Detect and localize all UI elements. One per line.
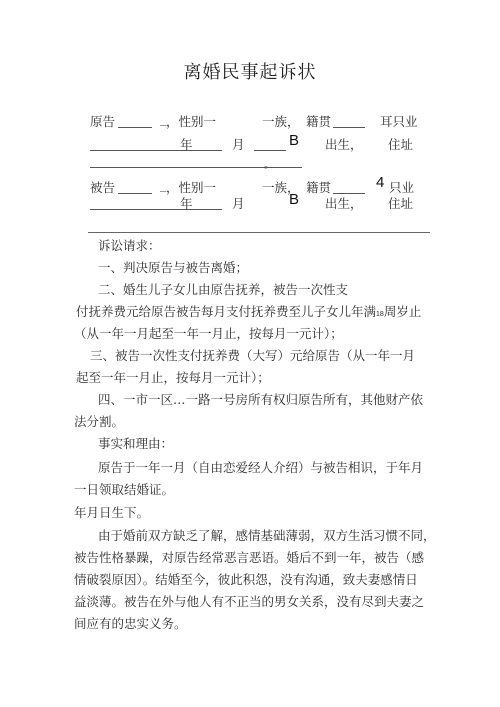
defendant-born-label: 出生，: [325, 196, 363, 211]
plaintiff-year-label: 年: [180, 137, 193, 152]
claim-item-2-line-1: 二、婚生儿子女儿由原告抚养，被告一次性支: [98, 282, 349, 297]
claim-item-2-text-a: 付抚养费元给原告被告每月支付抚养费至儿子女儿年满: [76, 304, 377, 319]
plaintiff-address-label: 住址: [388, 137, 414, 152]
defendant-job-number: 4: [376, 174, 385, 191]
facts-paragraph-1-line-1: 原告于一年一月（自由恋爱经人介绍）与被告相识，于年月: [98, 460, 424, 475]
plaintiff-month-label: 月: [232, 137, 245, 152]
plaintiff-native-label: 籍贯: [306, 114, 332, 129]
claim-item-2-line-3: （从一年一月起至一年一月止，按每月一元计）；: [74, 326, 343, 341]
facts-paragraph-3-line-5: 间应有的忠实义务。: [74, 616, 187, 631]
plaintiff-day-blank: [254, 150, 286, 151]
defendant-day-mark: B: [289, 191, 300, 208]
facts-paragraph-3-line-4: 益淡薄。被告在外与他人有不正当的男女关系，没有尽到夫妻之: [74, 594, 425, 609]
address-divider-line: [88, 232, 430, 233]
claim-item-2-age-number: 18: [376, 311, 384, 318]
plaintiff-period: 。: [264, 160, 274, 171]
plaintiff-native-blank: [333, 127, 365, 128]
plaintiff-label: 原告: [90, 114, 116, 129]
claim-item-2-text-b: 周岁止: [383, 304, 422, 319]
facts-paragraph-3-line-1: 由于婚前双方缺乏了解，感情基础薄弱，双方生活习惯不同，: [98, 528, 436, 543]
claim-item-3-line-1: 三、被告一次性支付抚养费（大写）元给原告（从一年一月: [90, 348, 416, 363]
claims-heading: 诉讼请求：: [98, 238, 161, 253]
defendant-birth-blank: [90, 209, 222, 210]
document-title: 离婚民事起诉状: [183, 62, 317, 83]
defendant-year-label: 年: [180, 196, 193, 211]
plaintiff-born-label: 出生，: [325, 137, 363, 152]
plaintiff-job-label: 耳只业: [380, 114, 418, 129]
plaintiff-ethnicity-label: 一族，: [262, 114, 300, 129]
defendant-gender-label: ，性别一: [166, 180, 217, 195]
defendant-label: 被告: [90, 180, 116, 195]
claim-item-4-line-1: 四、一市一区…一路一号房所有权归原告所有，其他财产依: [98, 392, 424, 407]
plaintiff-blank-mark: _: [160, 111, 167, 126]
facts-paragraph-3-line-2: 被告性格暴躁，对原告经常恶言恶语。婚后不到一年，被告（感: [74, 550, 425, 565]
defendant-name-blank: [118, 193, 152, 194]
plaintiff-birth-blank: [90, 150, 222, 151]
plaintiff-name-blank: [118, 127, 152, 128]
claim-item-1: 一、判决原告与被告离婚；: [98, 260, 249, 275]
defendant-address-label: 住址: [388, 196, 414, 211]
defendant-blank-mark: _: [160, 177, 167, 192]
claim-item-4-line-2: 法分割。: [74, 414, 125, 429]
defendant-job-label: 只业: [389, 180, 415, 195]
facts-heading: 事实和理由：: [98, 436, 174, 451]
facts-paragraph-1-line-2: 一日领取结婚证。: [74, 482, 175, 497]
defendant-month-label: 月: [232, 196, 245, 211]
defendant-ethnicity-label: 一族，: [262, 180, 300, 195]
facts-paragraph-2: 年月日生下。: [74, 505, 150, 520]
facts-paragraph-3-line-3: 情破裂原因）。结婚至今，彼此积怨，没有沟通，致夫妻感情日: [74, 572, 418, 587]
plaintiff-gender-label: ，性别一: [166, 114, 217, 129]
claim-item-2-line-2: [76, 304, 421, 323]
claim-item-3-line-2: 起至一年一月止，按每月一元计）；: [76, 370, 270, 385]
plaintiff-day-mark: B: [289, 132, 300, 149]
defendant-native-label: 籍贯: [306, 180, 332, 195]
